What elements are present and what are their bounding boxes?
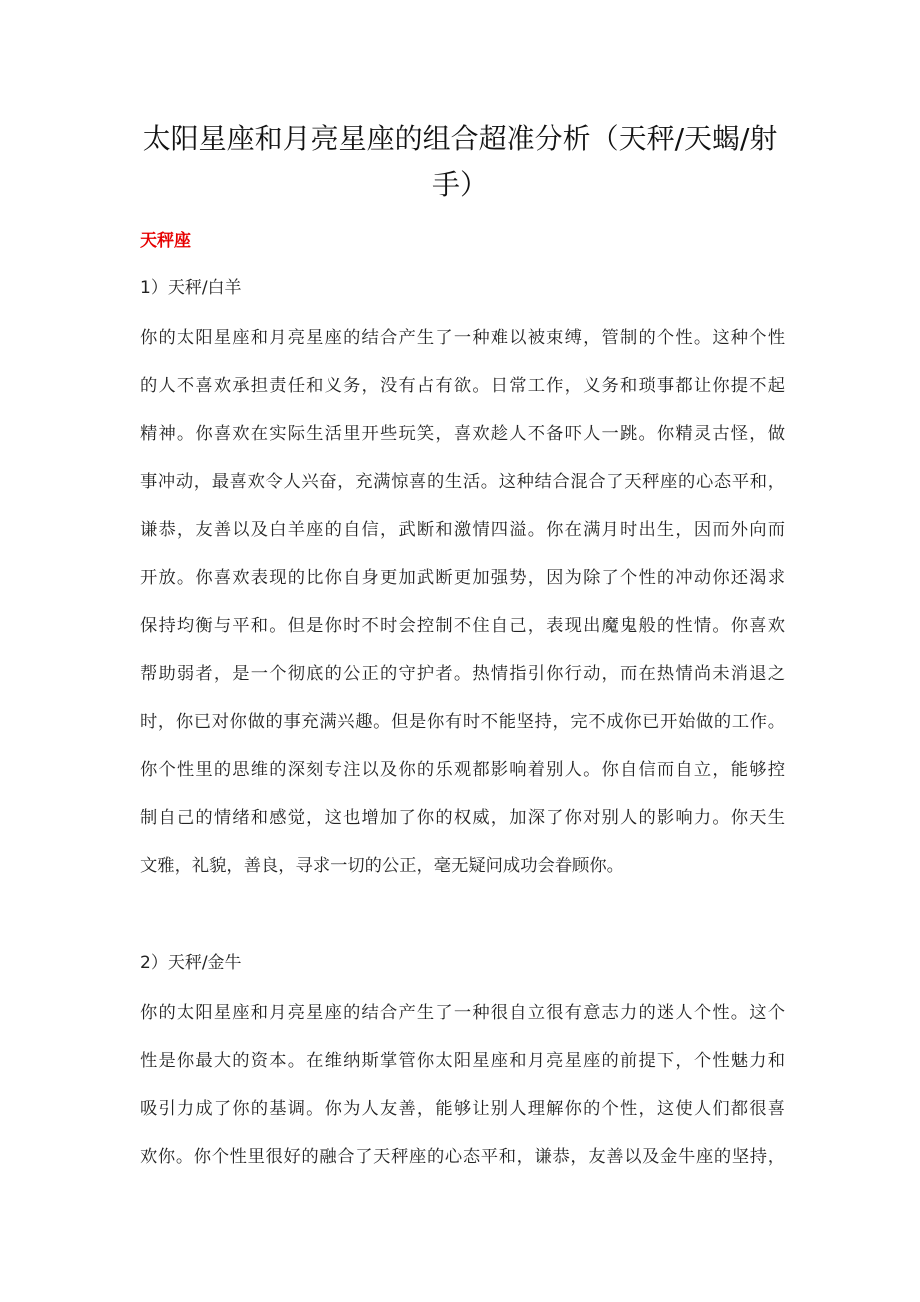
paragraph-line: 开放。你喜欢表现的比你自身更加武断更加强势，因为除了个性的冲动你还渴求: [140, 568, 785, 588]
paragraph-line: 文雅，礼貌，善良，寻求一切的公正，毫无疑问成功会眷顾你。: [140, 856, 624, 876]
paragraph-line: 制自己的情绪和感觉，这也增加了你的权威，加深了你对别人的影响力。你天生: [140, 808, 785, 828]
paragraph-line: 性是你最大的资本。在维纳斯掌管你太阳星座和月亮星座的前提下，个性魅力和: [140, 1051, 785, 1071]
paragraph-line: 你的太阳星座和月亮星座的结合产生了一种很自立很有意志力的迷人个性。这个: [140, 1003, 785, 1023]
paragraph-line: 时，你已对你做的事充满兴趣。但是你有时不能坚持，完不成你已开始做的工作。: [140, 712, 785, 732]
paragraph-line: 你个性里的思维的深刻专注以及你的乐观都影响着别人。你自信而自立，能够控: [140, 760, 785, 780]
paragraph-line: 的人不喜欢承担责任和义务，没有占有欲。日常工作，义务和琐事都让你提不起: [140, 376, 785, 396]
paragraph-line: 你的太阳星座和月亮星座的结合产生了一种难以被束缚，管制的个性。这种个性: [140, 328, 785, 348]
paragraph-line: 欢你。你个性里很好的融合了天秤座的心态平和，谦恭，友善以及金牛座的坚持，: [140, 1147, 785, 1167]
title-line: 手）: [431, 168, 488, 201]
title-line: 太阳星座和月亮星座的组合超准分析（天秤/天蝎/射: [142, 122, 778, 155]
entry-paragraph: [140, 314, 785, 890]
entry-heading: 2）天秤/金牛: [140, 953, 242, 973]
paragraph-line: 帮助弱者，是一个彻底的公正的守护者。热情指引你行动，而在热情尚未消退之: [140, 664, 785, 684]
entry-heading: 1）天秤/白羊: [140, 278, 242, 298]
document-title: [120, 116, 800, 208]
section-heading: 天秤座: [140, 231, 191, 251]
paragraph-line: 精神。你喜欢在实际生活里开些玩笑，喜欢趁人不备吓人一跳。你精灵古怪，做: [140, 424, 785, 444]
paragraph-line: 事冲动，最喜欢令人兴奋，充满惊喜的生活。这种结合混合了天秤座的心态平和，: [140, 472, 785, 492]
paragraph-line: 保持均衡与平和。但是你时不时会控制不住自己，表现出魔鬼般的性情。你喜欢: [140, 616, 785, 636]
entry-paragraph: [140, 989, 785, 1181]
paragraph-line: 吸引力成了你的基调。你为人友善，能够让别人理解你的个性，这使人们都很喜: [140, 1099, 785, 1119]
paragraph-line: 谦恭，友善以及白羊座的自信，武断和激情四溢。你在满月时出生，因而外向而: [140, 520, 785, 540]
